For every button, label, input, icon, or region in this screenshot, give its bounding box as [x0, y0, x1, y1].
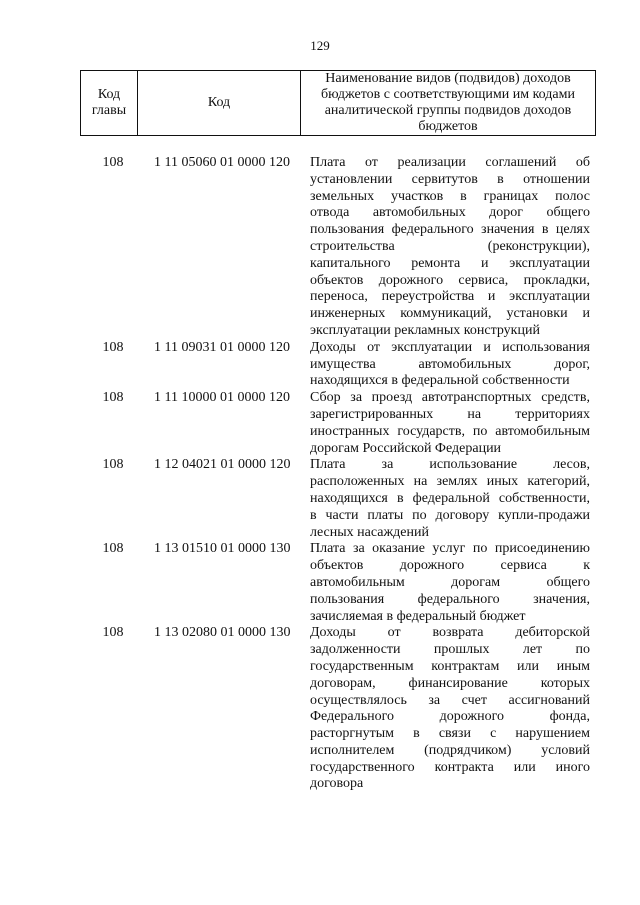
row-name-line: инженерных коммуникаций, установки и — [310, 306, 590, 322]
row-name-line: Плата за использование лесов, — [310, 457, 590, 473]
table-row — [80, 155, 590, 340]
row-name-line: пользования федерального значения в целях — [310, 222, 590, 238]
row-name-line: Федерального дорожного фонда, — [310, 709, 590, 725]
header-name-line: Наименование видов (подвидов) доходов — [325, 71, 571, 86]
table-row — [80, 457, 590, 541]
row-chapter-code: 108 — [102, 541, 124, 557]
header-chapter-code — [81, 71, 138, 136]
row-chapter-code: 108 — [102, 457, 124, 473]
row-chapter-code: 108 — [102, 339, 124, 355]
row-name-line: Плата от реализации соглашений об — [310, 155, 590, 170]
row-chapter-code: 108 — [102, 390, 124, 406]
row-income-name — [310, 155, 590, 340]
row-name-line: находящихся в федеральной собственности, — [310, 490, 590, 506]
row-name-line: исполнителем (подрядчиком) условий — [310, 742, 590, 758]
row-income-code: 1 13 02080 01 0000 130 — [154, 625, 291, 641]
table-row — [80, 541, 590, 625]
row-name-line: договорам, финансирование которых — [310, 675, 590, 691]
row-name-line: объектов дорожного сервиса к — [310, 558, 590, 574]
row-name-line: строительства (реконструкции), — [310, 238, 590, 254]
row-name-line: государственного контракта или иного — [310, 759, 590, 775]
table-row — [80, 390, 590, 457]
header-chapter-line: главы — [91, 103, 127, 118]
row-name-line: находящихся в федеральной собственности — [310, 373, 570, 389]
row-name-line: капитального ремонта и эксплуатации — [310, 255, 590, 271]
table-row — [80, 625, 590, 793]
row-name-line: Плата за оказание услуг по присоединению — [310, 541, 590, 557]
row-name-line: в части платы по договору купли-продажи — [310, 507, 590, 523]
row-name-line: объектов дорожного сервиса, прокладки, — [310, 272, 590, 288]
row-name-line: пользования федерального значения, — [310, 591, 590, 607]
row-name-line: осуществлялось за счет ассигнований — [310, 692, 590, 708]
row-name-line: земельных участков в границах полос — [310, 188, 590, 204]
row-name-line: Доходы от эксплуатации и использования — [310, 339, 590, 355]
row-income-name — [310, 340, 590, 390]
row-income-code: 1 11 10000 01 0000 120 — [154, 390, 290, 406]
row-income-code: 1 12 04021 01 0000 120 — [154, 457, 291, 473]
table-row — [80, 340, 590, 390]
header-name — [301, 71, 596, 136]
page-number: 129 — [310, 38, 330, 53]
row-name-line: расположенных на землях иных категорий, — [310, 474, 590, 490]
row-name-line: установлении сервитутов в отношении — [310, 171, 590, 187]
row-name-line: отвода автомобильных дорог общего — [310, 205, 590, 221]
row-name-line: Сбор за проезд автотранспортных средств, — [310, 390, 590, 406]
header-code: Код — [138, 71, 301, 136]
row-chapter-code: 108 — [102, 155, 124, 170]
row-name-line: Доходы от возврата дебиторской — [310, 625, 590, 641]
row-name-line: договора — [310, 776, 364, 792]
row-income-name — [310, 541, 590, 625]
row-income-name — [310, 457, 590, 541]
row-name-line: государственным контрактам или иным — [310, 658, 590, 674]
row-name-line: зачисляемая в федеральный бюджет — [310, 608, 526, 624]
row-name-line: иностранных государств, по автомобильным — [310, 423, 590, 439]
row-name-line: дорогам Российской Федерации — [310, 440, 502, 456]
row-name-line: зарегистрированных на территориях — [310, 406, 590, 422]
row-income-name — [310, 625, 590, 793]
header-name-line: бюджетов — [418, 119, 478, 134]
row-name-line: эксплуатации рекламных конструкций — [310, 322, 540, 338]
row-name-line: имущества автомобильных дорог, — [310, 356, 590, 372]
row-name-line: задолженности прошлых лет по — [310, 642, 590, 658]
header-name-line: аналитической группы подвидов доходов — [324, 103, 572, 118]
row-name-line: переноса, переустройства и эксплуатации — [310, 289, 590, 305]
header-chapter-line: Код — [97, 87, 121, 102]
row-name-line: расторгнутым в связи с нарушением — [310, 726, 590, 742]
table-body — [80, 155, 590, 793]
row-name-line: автомобильным дорогам общего — [310, 574, 590, 590]
row-name-line: лесных насаждений — [310, 524, 429, 540]
row-income-name — [310, 390, 590, 457]
header-name-line: бюджетов с соответствующими им кодами — [321, 87, 575, 102]
table-header — [80, 70, 596, 136]
row-income-code: 1 11 09031 01 0000 120 — [154, 339, 290, 355]
row-income-code: 1 13 01510 01 0000 130 — [154, 541, 291, 557]
row-chapter-code: 108 — [102, 625, 124, 641]
row-income-code: 1 11 05060 01 0000 120 — [154, 155, 290, 170]
